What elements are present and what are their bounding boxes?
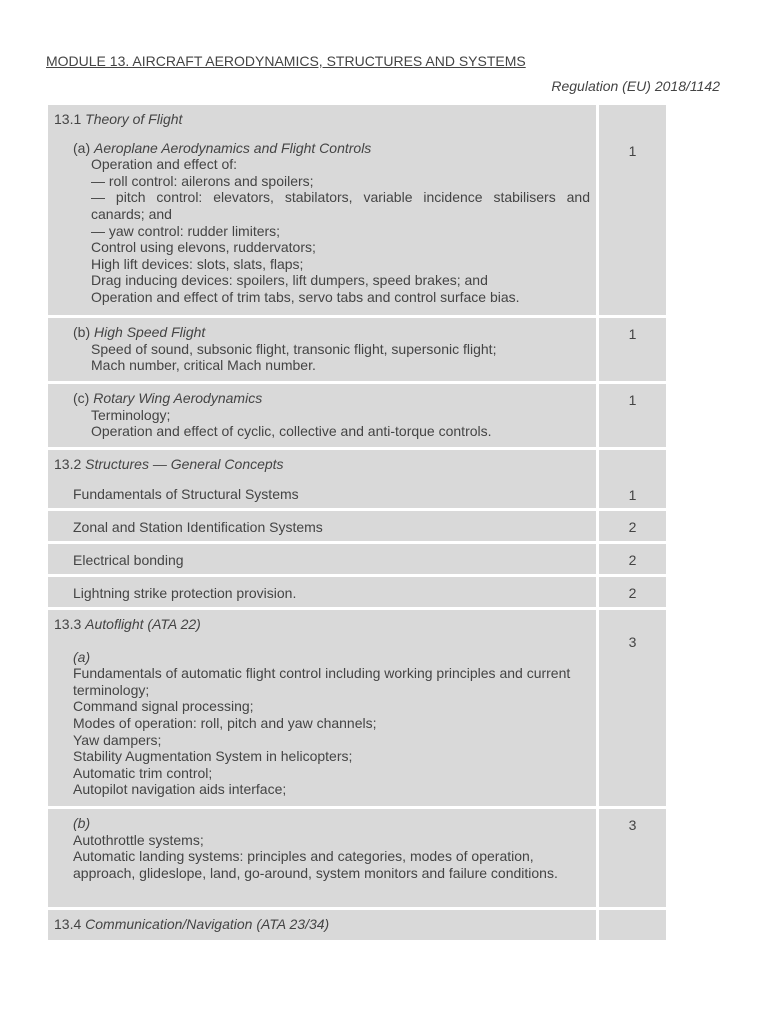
section-heading (54, 616, 590, 633)
table-row (48, 384, 669, 447)
table-row (48, 809, 669, 907)
topic-line: High lift devices: slots, slats, flaps; (91, 255, 304, 272)
section-heading (54, 111, 590, 128)
topic-line: Autopilot navigation aids interface; (73, 781, 287, 798)
subsection-prefix: (a) (73, 139, 91, 156)
syllabus-table (48, 105, 669, 943)
topic-line: Fundamentals of automatic flight control including working principles and current terminology; (73, 665, 571, 698)
table-row (48, 910, 669, 940)
table-row (48, 450, 669, 508)
topic-cell (48, 610, 596, 806)
level-cell: 2 (599, 544, 666, 574)
topic-lines (54, 156, 590, 305)
topic-line: Drag inducing devices: spoilers, lift dumpers, speed brakes; and (91, 272, 488, 289)
level-cell: 3 (599, 809, 666, 907)
topic-cell: Lightning strike protection provision. (48, 577, 596, 607)
topic-line: Autothrottle systems; (73, 831, 204, 848)
topic-line: Mach number, critical Mach number. (91, 357, 316, 374)
regulation-reference: Regulation (EU) 2018/1142 (551, 78, 720, 94)
section-heading (54, 916, 590, 933)
level-cell: 1 (599, 318, 666, 381)
section-heading (54, 456, 590, 473)
topic-cell (48, 105, 596, 315)
topic-line: — yaw control: rudder limiters; (91, 222, 281, 239)
topic-line: Control using elevons, ruddervators; (91, 239, 316, 256)
topic-lines (54, 407, 590, 440)
section-title: Theory of Flight (85, 111, 183, 127)
level-cell: 1 (599, 450, 666, 508)
topic-cell (48, 450, 596, 508)
topic-line: Speed of sound, subsonic flight, transonic flight, supersonic flight; (91, 340, 497, 357)
topic-cell (48, 384, 596, 447)
topic-line: Terminology; (91, 406, 171, 423)
section-number: 13.1 (54, 111, 82, 127)
topic-cell: Electrical bonding (48, 544, 596, 574)
subsection-heading (54, 390, 590, 407)
table-row (48, 610, 669, 806)
topic-line: Modes of operation: roll, pitch and yaw channels; (73, 714, 377, 731)
topic-line: Operation and effect of: (91, 156, 238, 173)
subsection-title: Aeroplane Aerodynamics and Flight Controls (94, 139, 372, 156)
subsection-prefix: (b) (73, 324, 91, 340)
topic-lines (54, 649, 590, 798)
subsection-heading (54, 140, 590, 157)
topic-line: Operation and effect of cyclic, collective and anti-torque controls. (91, 423, 492, 440)
topic-cell (48, 809, 596, 907)
level-cell: 3 (599, 610, 666, 806)
subsection-title: Rotary Wing Aerodynamics (93, 390, 263, 406)
topic-line: Automatic landing systems: principles and categories, modes of operation, approach, glideslope, land, go-around, system monitors and failure conditions. (73, 848, 558, 881)
subsection-heading (54, 324, 590, 341)
level-cell: 2 (599, 511, 666, 541)
topic-line: Stability Augmentation System in helicopters; (73, 748, 353, 765)
section-number: 13.3 (54, 616, 82, 632)
subsection-title: High Speed Flight (94, 324, 206, 340)
level-cell (599, 910, 666, 940)
topic-line: Yaw dampers; (73, 731, 162, 748)
table-row (48, 105, 669, 315)
section-title: Structures — General Concepts (85, 456, 284, 472)
table-row (48, 577, 669, 607)
section-number: 13.4 (54, 916, 82, 932)
topic-line: Operation and effect of trim tabs, servo tabs and control surface bias. (91, 288, 520, 305)
table-row (48, 544, 669, 574)
subsection-prefix: (a) (73, 648, 91, 665)
topic-line: — roll control: ailerons and spoilers; (91, 172, 314, 189)
subsection-prefix: (b) (73, 815, 91, 831)
section-title: Communication/Navigation (ATA 23/34) (85, 916, 330, 932)
section-number: 13.2 (54, 456, 82, 472)
topic-line: — pitch control: elevators, stabilators, variable incidence stabilisers and canards; and (91, 189, 590, 222)
table-row (48, 318, 669, 381)
topic-cell: Zonal and Station Identification Systems (48, 511, 596, 541)
topic-lines (54, 815, 590, 881)
topic-cell (48, 910, 596, 940)
topic-cell (48, 318, 596, 381)
subsection-prefix: (c) (73, 390, 90, 406)
table-row (48, 511, 669, 541)
topic-lines (54, 341, 590, 374)
level-cell: 1 (599, 105, 666, 315)
document-title: MODULE 13. AIRCRAFT AERODYNAMICS, STRUCTURES AND SYSTEMS (46, 53, 526, 69)
level-cell: 1 (599, 384, 666, 447)
level-cell: 2 (599, 577, 666, 607)
topic-line: Command signal processing; (73, 698, 254, 715)
topic-line: Fundamentals of Structural Systems (73, 485, 299, 502)
section-title: Autoflight (ATA 22) (85, 616, 201, 632)
topic-line: Automatic trim control; (73, 764, 213, 781)
